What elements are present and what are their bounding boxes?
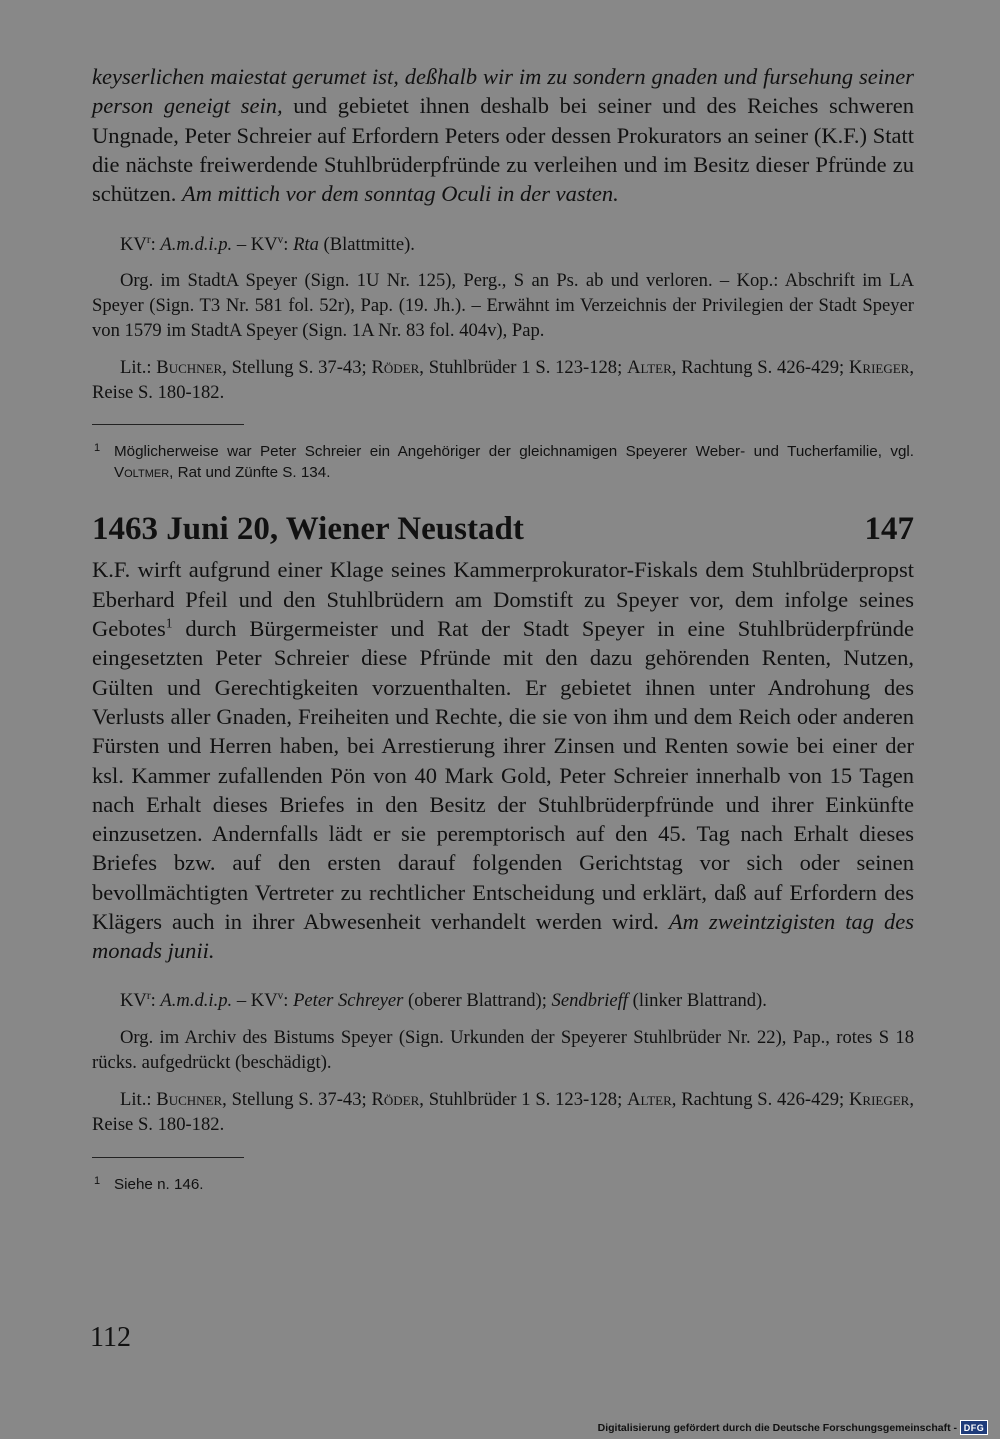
- footnote: 1 Siehe n. 146.: [92, 1174, 914, 1195]
- kv-line: $KV^r$: A.m.d.i.p. – $KV^v$: Peter Schreyer (oberer Blattrand); Sendbrieff (linker Blattrand).: [120, 989, 767, 1011]
- digitization-footer: [598, 1420, 988, 1435]
- original-source: Org. im Archiv des Bistums Speyer (Sign. Urkunden der Speyerer Stuhlbrüder Nr. 22), Pap., rotes S 18 rücks. aufgedrückt (beschädigt).: [92, 1026, 914, 1073]
- original-source: Org. im StadtA Speyer (Sign. 1U Nr. 125), Perg., S an Ps. ab und verloren. – Kop.: Abschrift im LA Speyer (Sign. T3 Nr. 581 fol. 52r), Pap. (19. Jh.). – Erwähnt im Verzeichnis der Privilegien der Stadt Speyer von 1579 im StadtA Speyer (Sign. 1A Nr. 83 fol. 404v), Pap.: [92, 270, 914, 342]
- literature-line: Lit.: Buchner, Stellung S. 37-43; Röder, Stuhlbrüder 1 S. 123-128; Alter, Rachtung S. 426-429; Krieger, Reise S. 180-182.: [92, 357, 914, 404]
- page-content: [92, 62, 914, 1195]
- page-number: 112: [90, 1322, 131, 1353]
- funding-credit: Digitalisierung gefördert durch die Deutsche Forschungsgemeinschaft -: [597, 1421, 957, 1434]
- regest-body: und gebietet ihnen deshalb bei seiner und des Reiches schweren Ungnade, Peter Schreier auf Erfordern Peters oder dessen Prokurators an seiner (K.F.) Statt die nächste freiwerdende Stuhlbrüderpfründe zu verleihen und im Besitz dieser Pfründe zu schützen.: [92, 93, 914, 207]
- regest-text-146: [92, 62, 914, 208]
- kv-line: $KV^r$: A.m.d.i.p. – $KV^v$: Rta (Blattmitte).: [120, 234, 415, 256]
- footnote-marker: 1: [94, 442, 101, 455]
- document-heading: [92, 509, 914, 549]
- dfg-logo-icon: DFG: [960, 1420, 988, 1435]
- footnote-marker: 1: [94, 1174, 101, 1187]
- quote-text: keyserlichen maiestat gerumet ist, deßhalb wir im zu sondern gnaden und fursehung seiner person geneigt sein,: [92, 64, 914, 119]
- date-quote: Am zweintzigisten tag des monads junii.: [92, 909, 914, 964]
- document-number: 147: [864, 511, 914, 548]
- regest-text-147: K.F. wirft aufgrund einer Klage seines Kammerprokurator-Fiskals dem Stuhlbrüderpropst Eberhard Pfeil und den Stuhlbrüdern am Domstift zu Speyer vor, dem infolge seines Gebotes$^1$ durch Bürgermeister und Rat der Stadt Speyer in eine Stuhlbrüderpfründe eingesetzten Peter Schreier diese Pfründe mit den dazu gehörenden Renten, Nutzen, Gülten und Gerechtigkeiten vorzuenthalten. Er gebietet ihnen unter Androhung des Verlusts aller Gnaden, Freiheiten und Rechte, die sie von ihm und dem Reich oder anderen Fürsten und Herren haben, bei Arrestierung ihrer Zinsen und Renten sowie bei einer der ksl. Kammer zufallenden Pön von 40 Mark Gold, Peter Schreier innerhalb von 15 Tagen nach Erhalt dieses Briefes in den Besitz der Stuhlbrüderpfründe und ihrer Einkünfte einzusetzen. Andernfalls lädt er sie peremptorisch auf den 45. Tag nach Erhalt dieses Briefes bzw. auf den ersten darauf folgenden Gerichtstag vor sich oder seinen bevollmächtigten Vertreter zu rechtlicher Entscheidung und erklärt, daß auf Erfordern des Klägers auch in ihrer Abwesenheit verhandelt werden wird. Am zweintzigisten tag des monads junii.: [92, 557, 914, 964]
- literature-line: Lit.: Buchner, Stellung S. 37-43; Röder, Stuhlbrüder 1 S. 123-128; Alter, Rachtung S. 426-429; Krieger, Reise S. 180-182.: [92, 1088, 914, 1135]
- regest-body: K.F. wirft aufgrund einer Klage seines Kammerprokurator-Fiskals dem Stuhlbrüderpropst Eberhard Pfeil und den Stuhlbrüdern am Domstift zu Speyer vor, dem infolge seines Gebotes: [92, 557, 914, 642]
- footnote-ref: 1: [165, 615, 173, 631]
- footnote: 1 Möglicherweise war Peter Schreier ein Angehöriger der gleichnamigen Speyerer Weber- und Tucherfamilie, vgl. Voltmer, Rat und Zünfte S. 134.: [92, 441, 914, 483]
- heading-date-place: 1463 Juni 20, Wiener Neustadt: [92, 511, 524, 548]
- date-quote: Am mittich vor dem sonntag Oculi in der vasten.: [181, 181, 619, 207]
